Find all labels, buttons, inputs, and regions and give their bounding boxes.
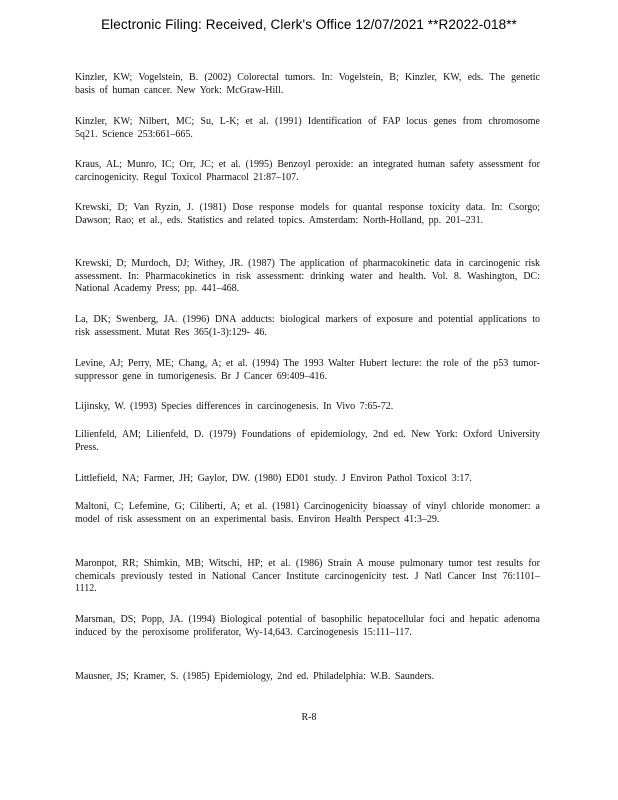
reference-entry: La, DK; Swenberg, JA. (1996) DNA adducts: biological markers of exposure and potential applications to risk assessment. Mutat Res 365(1-3):129- 46. (75, 314, 540, 338)
reference-entry: Maronpot, RR; Shimkin, MB; Witschi, HP; et al. (1986) Strain A mouse pulmonary tumor test results for chemicals previously tested in National Cancer Institute carcinogenicity test. J Natl Cancer Inst 76:1101–1112. (75, 558, 540, 594)
reference-entry: Mausner, JS; Kramer, S. (1985) Epidemiology, 2nd ed. Philadelphia: W.B. Saunders. (75, 671, 435, 682)
reference-entry: Kinzler, KW; Nilbert, MC; Su, L-K; et al. (1991) Identification of FAP locus genes from chromosome 5q21. Science 253:661–665. (75, 116, 540, 140)
reference-entry: Kinzler, KW; Vogelstein, B. (2002) Colorectal tumors. In: Vogelstein, B; Kinzler, KW, eds. The genetic basis of human cancer. New York: McGraw-Hill. (75, 72, 540, 96)
page-number: R-8 (301, 712, 317, 723)
reference-entry: Maltoni, C; Lefemine, G; Ciliberti, A; et al. (1981) Carcinogenicity bioassay of vinyl chloride monomer: a model of risk assessment on an experimental basis. Environ Health Perspect 41:3–29. (75, 501, 540, 525)
reference-entry: Marsman, DS; Popp, JA. (1994) Biological potential of basophilic hepatocellular foci and hepatic adenoma induced by the peroxisome proliferator, Wy-14,643. Carcinogenesis 15:111–117. (75, 614, 540, 638)
filing-header: Electronic Filing: Received, Clerk's Office 12/07/2021 **R2022-018** (101, 17, 517, 32)
reference-entry: Kraus, AL; Munro, IC; Orr, JC; et al. (1995) Benzoyl peroxide: an integrated human safety assessment for carcinogenicity. Regul Toxicol Pharmacol 21:87–107. (75, 159, 540, 183)
reference-entry: Lilienfeld, AM; Lilienfeld, D. (1979) Foundations of epidemiology, 2nd ed. New York: Oxford University Press. (75, 429, 540, 453)
reference-entry: Krewski, D; Murdoch, DJ; Withey, JR. (1987) The application of pharmacokinetic data in carcinogenic risk assessment. In: Pharmacokinetics in risk assessment: drinking water and health. Vol. 8. Washington, DC: National Academy Press; pp. 441–468. (75, 258, 540, 294)
reference-entry: Lijinsky, W. (1993) Species differences in carcinogenesis. In Vivo 7:65-72. (75, 401, 394, 412)
reference-entry: Levine, AJ; Perry, ME; Chang, A; et al. (1994) The 1993 Walter Hubert lecture: the role of the p53 tumor-suppressor gene in tumorigenesis. Br J Cancer 69:409–416. (75, 358, 540, 382)
reference-entry: Krewski, D; Van Ryzin, J. (1981) Dose response models for quantal response toxicity data. In: Csorgo; Dawson; Rao; et al., eds. Statistics and related topics. Amsterdam: North-Holland, pp. 201–231. (75, 202, 540, 226)
reference-entry: Littlefield, NA; Farmer, JH; Gaylor, DW. (1980) ED01 study. J Environ Pathol Toxicol 3:17. (75, 473, 472, 484)
